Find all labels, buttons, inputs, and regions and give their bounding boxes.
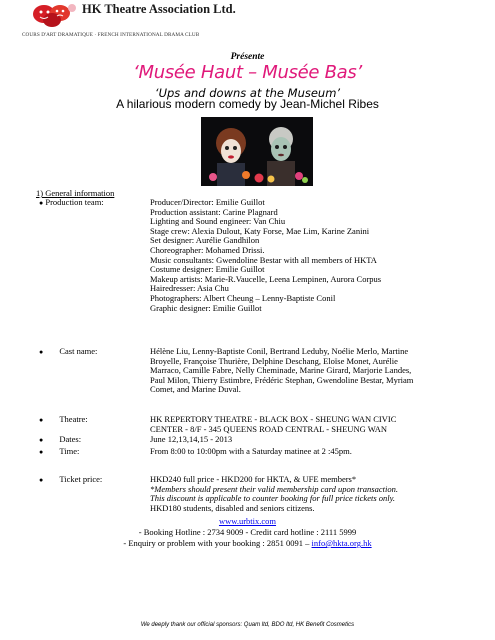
show-subtitle: ‘Ups and downs at the Museum’	[154, 86, 341, 100]
cast-line: Broyelle, Françoise Thurière, Delphine Deschang, Eloïse Monet, Aurélie	[150, 355, 398, 366]
cast-list	[150, 347, 413, 395]
time-label: Time:	[59, 446, 80, 456]
ticket-price-line: HKD180 students, disabled and seniors citizens.	[150, 502, 315, 513]
sponsors-line: We deeply thank our official sponsors: Quam ltd, BDO ltd, HK Benefit Cosmetics	[140, 622, 355, 628]
bullet-icon: ●	[39, 476, 44, 484]
ticket-details	[150, 475, 398, 513]
production-team-item: Set designer: Aurélie Gandhilon	[150, 235, 260, 246]
bullet-icon: ●	[39, 199, 44, 207]
ticket-note: *Members should present their valid membership card upon transaction.	[150, 483, 398, 494]
bullet-icon: ●	[39, 448, 44, 456]
production-team-list	[150, 198, 381, 313]
bullet-icon: ●	[39, 348, 44, 356]
section-heading: 1) General information	[36, 188, 115, 198]
ticket-note: This discount is applicable to counter booking for full price tickets only.	[150, 493, 396, 504]
email-link[interactable]: info@hkta.org.hk	[311, 538, 372, 548]
ticket-label-row	[39, 475, 102, 486]
production-team-item: Producer/Director: Emilie Guillot	[150, 197, 265, 207]
time-value: From 8:00 to 10:00pm with a Saturday matinee at 2 :45pm.	[150, 446, 352, 456]
cast-label: Cast name:	[59, 346, 98, 356]
production-team-label-row	[39, 198, 104, 209]
cast-line: Paul Milon, Thierry Estimbre, Frédéric Stephan, Gwendoline Bestar, Myriam	[150, 374, 414, 385]
cast-label-row	[39, 347, 97, 358]
production-team-item: Makeup artists: Marie-R.Vaucelle, Leena Lempinen, Aurora Corpus	[150, 273, 382, 284]
show-title: ‘Musée Haut – Musée Bas’	[133, 62, 362, 83]
dates-label-row	[39, 435, 81, 446]
theatre-label-row	[39, 415, 88, 426]
booking-hotline: - Booking Hotline : 2734 9009 - Credit card hotline : 2111 5999	[138, 527, 357, 537]
theatre-label: Theatre:	[59, 414, 88, 424]
show-tagline: A hilarious modern comedy by Jean-Michel Ribes	[116, 97, 379, 111]
hkta-logo	[30, 2, 80, 30]
theatre-value	[150, 415, 396, 434]
theatre-line: HK REPERTORY THEATRE - BLACK BOX - SHEUNG WAN CIVIC	[150, 414, 397, 424]
production-team-item: Hairedresser: Asia Chu	[150, 283, 229, 294]
production-team-label: Production team:	[45, 197, 104, 207]
production-team-item: Choreographer: Mohamed Drissi.	[150, 244, 265, 255]
ticket-price-line: HKD240 full price - HKD200 for HKTA, & UFE members*	[150, 474, 357, 484]
bullet-icon: ●	[39, 436, 44, 444]
org-subtitle: COURS D'ART DRAMATIQUE · FRENCH INTERNATIONAL DRAMA CLUB	[22, 32, 200, 38]
production-team-item: Costume designer: Emilie Guillot	[150, 264, 265, 275]
production-team-item: Lighting and Sound engineer: Van Chiu	[150, 216, 286, 227]
production-team-item: Production assistant: Carine Plagnard	[150, 206, 278, 217]
bullet-icon: ●	[39, 416, 44, 424]
production-team-item: Music consultants: Gwendoline Bestar with all members of HKTA	[150, 254, 377, 265]
time-label-row	[39, 447, 79, 458]
org-name: HK Theatre Association Ltd.	[82, 2, 236, 16]
cast-line: Comet, and Marine Duval.	[150, 384, 241, 395]
website-row	[0, 517, 495, 527]
ticket-label: Ticket price:	[59, 474, 103, 484]
production-team-item: Stage crew: Alexia Dulout, Katy Forse, Mae Lim, Karine Zanini	[150, 225, 370, 236]
cast-line: Hélène Liu, Lenny-Baptiste Conil, Bertrand Leduby, Noélie Merlo, Martine	[150, 346, 409, 356]
website-link[interactable]: www.urbtix.com	[218, 516, 277, 526]
cast-line: Marraco, Camille Fabre, Nelly Cheminade, Marine Girard, Marjorie Landes,	[150, 365, 412, 376]
enquiry-row	[0, 539, 495, 549]
dates-value: June 12,13,14,15 - 2013	[150, 434, 233, 444]
production-team-item: Photographers: Albert Cheung – Lenny-Baptiste Conil	[150, 292, 336, 303]
dates-label: Dates:	[59, 434, 82, 444]
production-team-item: Graphic designer: Emilie Guillot	[150, 302, 262, 313]
enquiry-text: - Enquiry or problem with your booking : 2851 0091 –	[123, 538, 312, 548]
theatre-line: CENTER - 8/F - 345 QUEENS ROAD CENTRAL - SHEUNG WAN	[150, 423, 388, 434]
performers-photo	[201, 117, 313, 186]
presente-label: Présente	[230, 52, 265, 62]
